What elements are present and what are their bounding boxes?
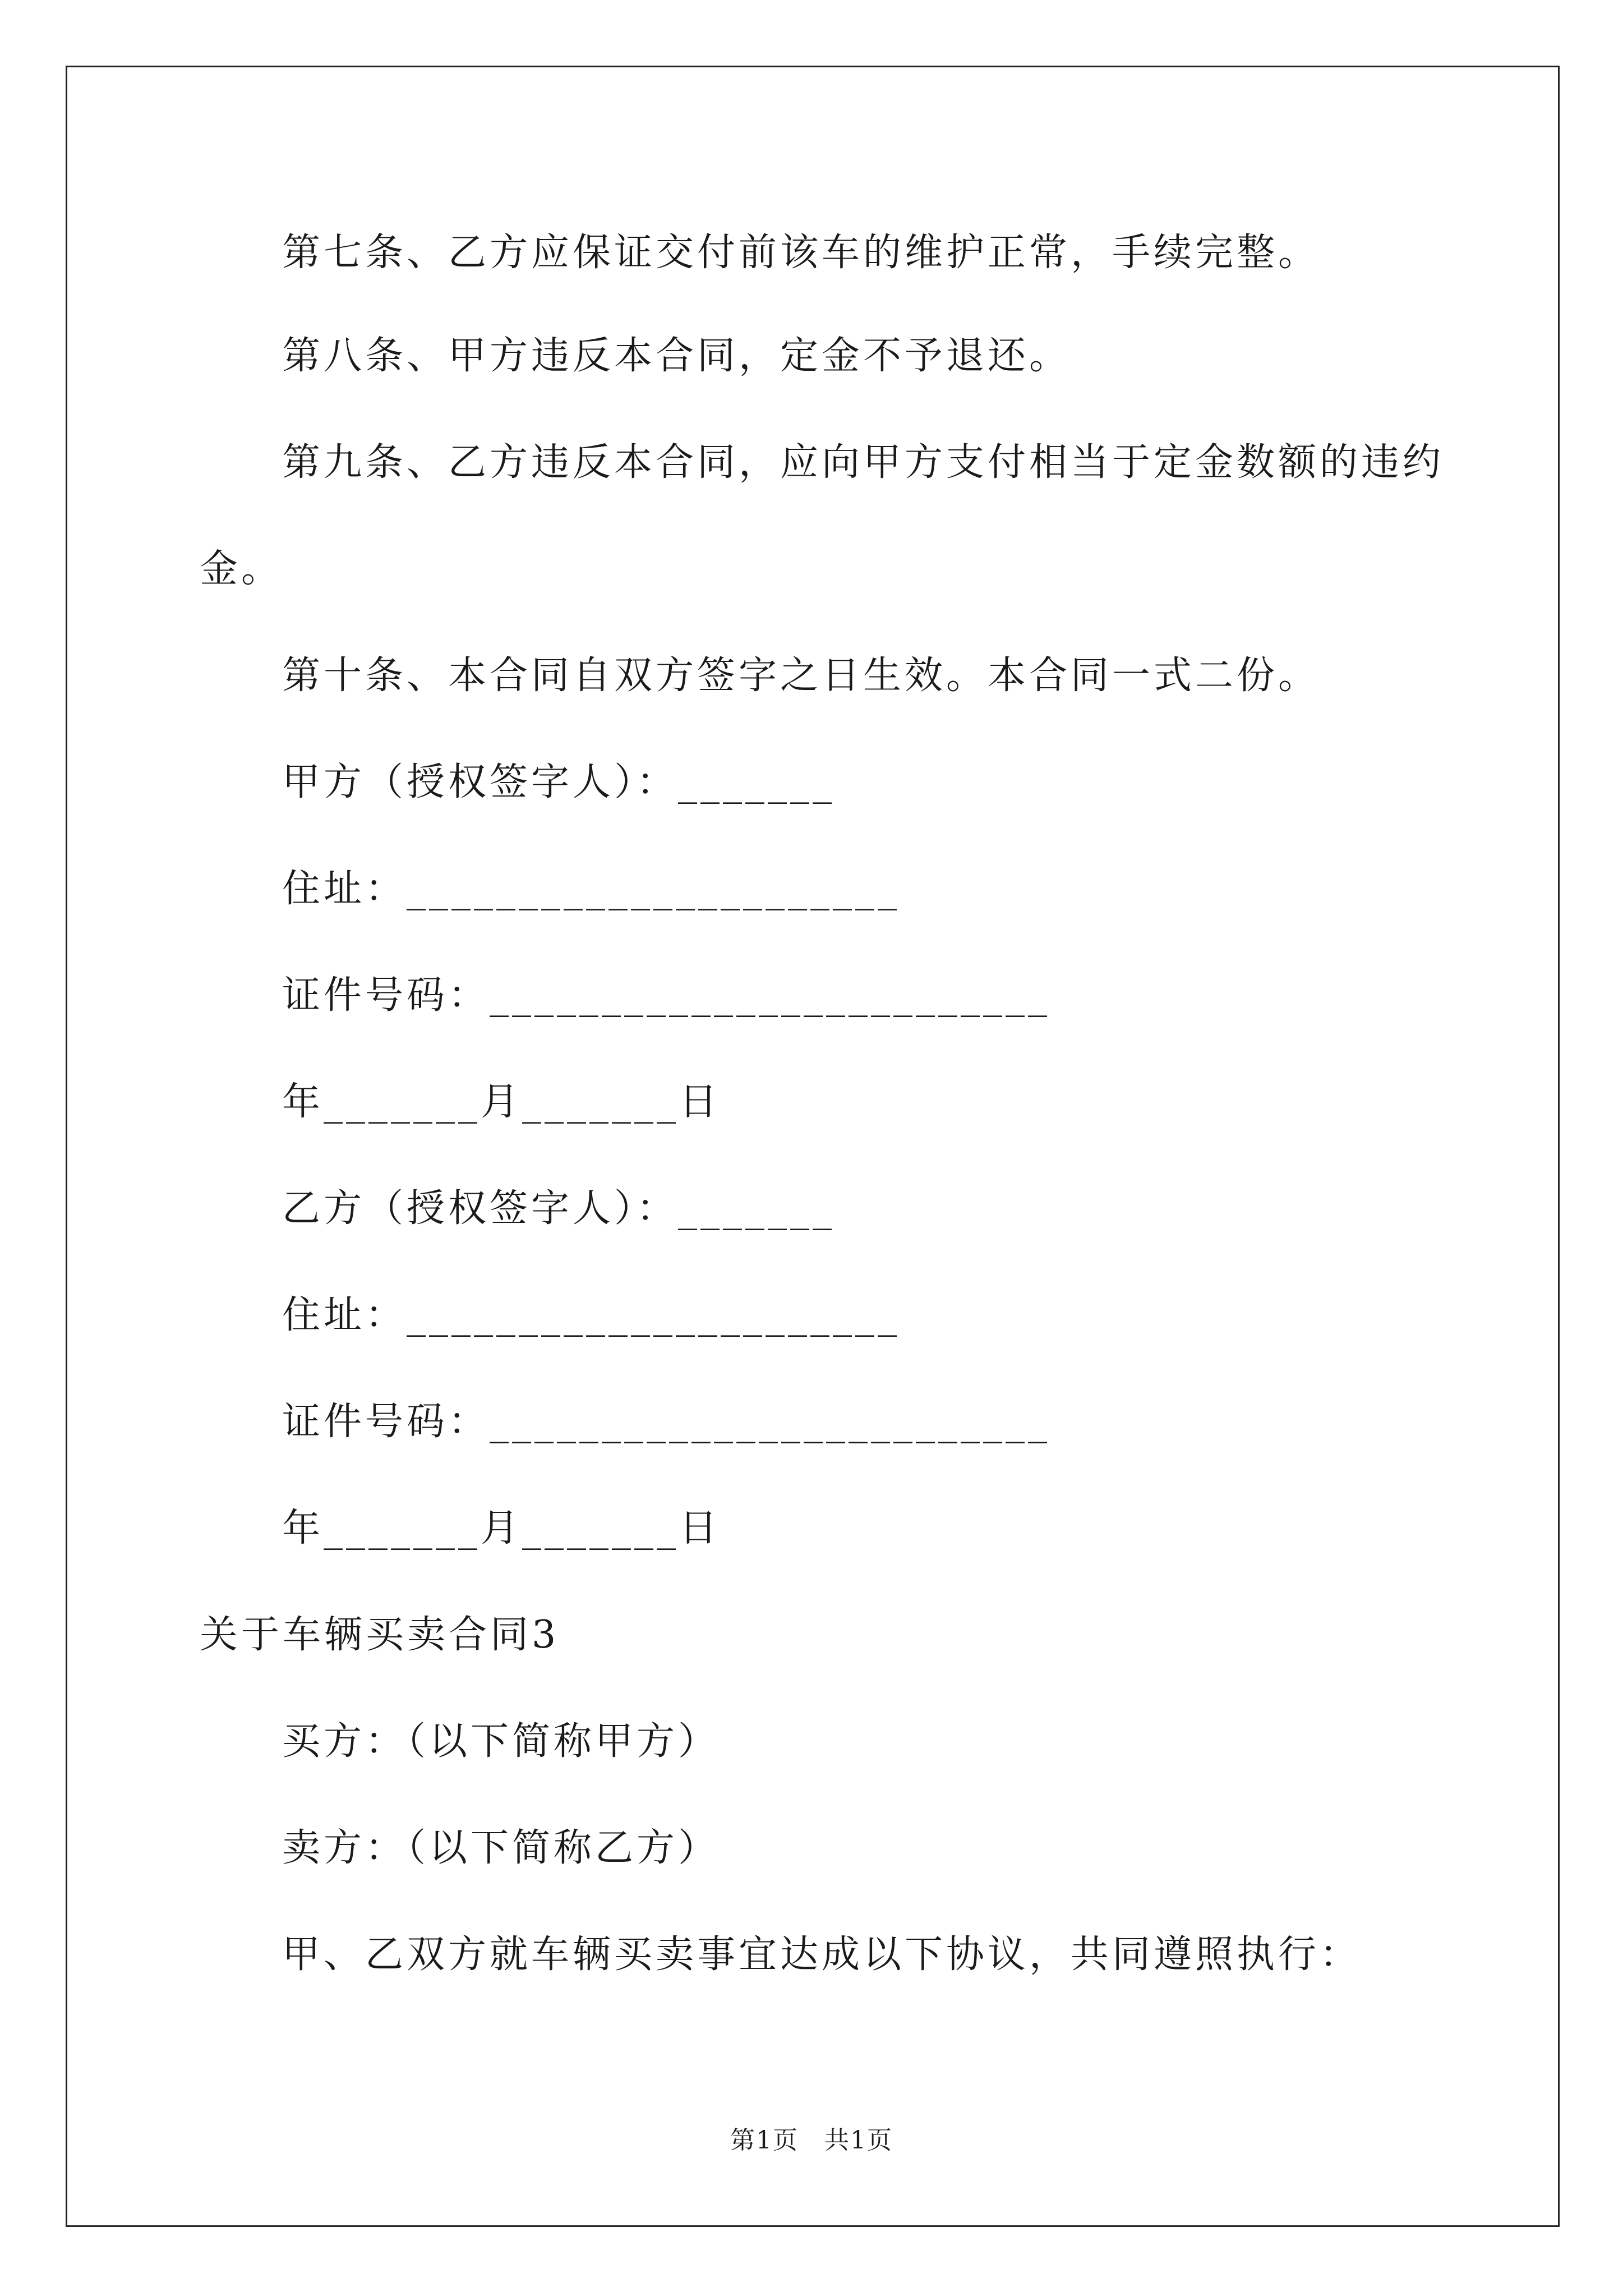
buyer-line: 买方：（以下简称甲方） bbox=[282, 1719, 720, 1764]
party-b-signatory: 乙方（授权签字人）：_______ bbox=[282, 1186, 836, 1231]
clause-7: 第七条、乙方应保证交付前该车的维护正常，手续完整。 bbox=[282, 231, 1320, 275]
page-border bbox=[66, 66, 1560, 2227]
party-b-date: 年_______月_______日 bbox=[282, 1506, 721, 1550]
party-a-signatory: 甲方（授权签字人）：_______ bbox=[282, 760, 836, 804]
page-footer: 第1页 共1页 bbox=[730, 2126, 893, 2155]
clause-9-continuation: 金。 bbox=[200, 547, 283, 591]
clause-8: 第八条、甲方违反本合同，定金不予退还。 bbox=[282, 334, 1071, 378]
party-a-date: 年_______月_______日 bbox=[282, 1080, 721, 1124]
seller-line: 卖方：（以下简称乙方） bbox=[282, 1826, 720, 1870]
section-heading: 关于车辆买卖合同3 bbox=[200, 1613, 560, 1657]
clause-9: 第九条、乙方违反本合同，应向甲方支付相当于定金数额的违约 bbox=[282, 440, 1445, 485]
clause-10: 第十条、本合同自双方签字之日生效。本合同一式二份。 bbox=[282, 654, 1320, 698]
agreement-intro: 甲、乙双方就车辆买卖事宜达成以下协议，共同遵照执行： bbox=[282, 1932, 1362, 1977]
party-a-address: 住址：______________________ bbox=[282, 867, 901, 911]
party-a-id-number: 证件号码：_________________________ bbox=[282, 973, 1051, 1018]
party-b-id-number: 证件号码：_________________________ bbox=[282, 1400, 1051, 1444]
party-b-address: 住址：______________________ bbox=[282, 1293, 901, 1337]
